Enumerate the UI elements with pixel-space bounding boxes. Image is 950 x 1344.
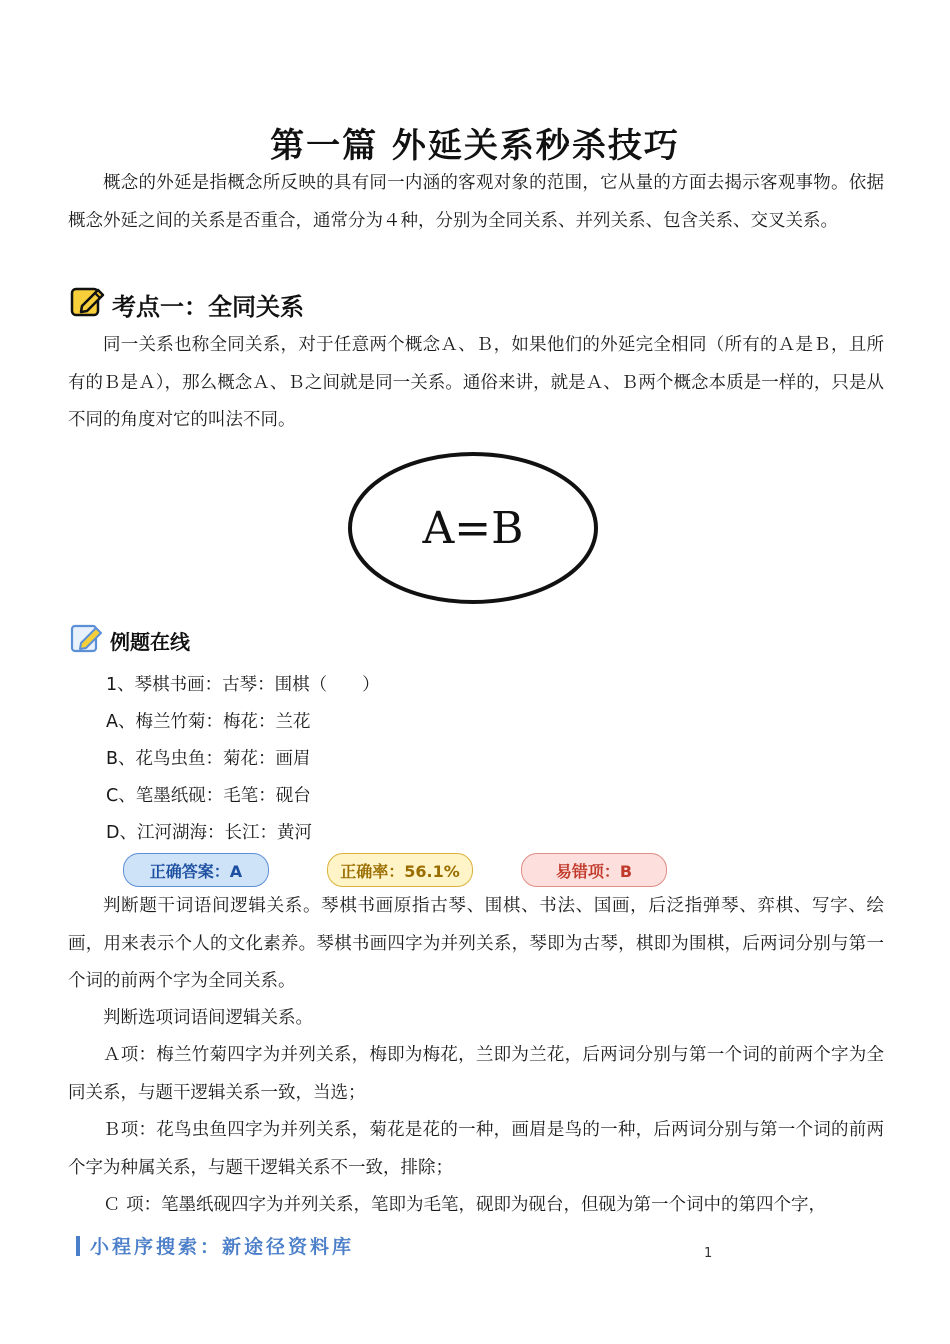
option-a: A、梅兰竹菊：梅花：兰花 bbox=[106, 712, 311, 732]
section1-paragraph: 同一关系也称全同关系，对于任意两个概念Ａ、Ｂ，如果他们的外延完全相同（所有的Ａ是Ｂ，且所有的Ｂ是Ａ），那么概念Ａ、Ｂ之间就是同一关系。通俗来讲，就是Ａ、Ｂ两个概念本质是一样的，只是从不同的角度对它的叫法不同。 bbox=[68, 335, 884, 430]
brand-bar-icon bbox=[76, 1236, 80, 1256]
correct-answer-badge: 正确答案：A bbox=[123, 853, 269, 887]
equivalence-diagram bbox=[346, 450, 600, 606]
edit-note-icon bbox=[70, 284, 106, 324]
page-title: 第一篇 外延关系秒杀技巧 bbox=[270, 126, 680, 166]
accuracy-rate-badge: 正确率：56.1% bbox=[327, 853, 473, 887]
footer-brand-text: 小程序搜索：新途径资料库 bbox=[90, 1236, 355, 1258]
question-stem: 1、琴棋书画：古琴：围棋（ ） bbox=[106, 675, 380, 695]
analysis-paragraph-3: Ａ项：梅兰竹菊四字为并列关系，梅即为梅花，兰即为兰花，后两词分别与第一个词的前两个字为全同关系，与题干逻辑关系一致，当选； bbox=[68, 1045, 884, 1103]
section-heading-2 bbox=[70, 622, 190, 659]
option-b: B、花鸟虫鱼：菊花：画眉 bbox=[106, 749, 311, 769]
footer-brand bbox=[76, 1232, 354, 1259]
common-error-badge: 易错项：B bbox=[521, 853, 667, 887]
intro-paragraph: 概念的外延是指概念所反映的具有同一内涵的客观对象的范围，它从量的方面去揭示客观事物。依据概念外延之间的关系是否重合，通常分为４种，分别为全同关系、并列关系、包含关系、交叉关系。 bbox=[68, 173, 884, 231]
section-heading-1 bbox=[70, 284, 304, 324]
analysis-paragraph-5: Ｃ 项：笔墨纸砚四字为并列关系，笔即为毛笔，砚即为砚台，但砚为第一个词中的第四个字， bbox=[103, 1195, 827, 1215]
pencil-note-icon bbox=[70, 622, 104, 659]
analysis-paragraph-1: 判断题干词语间逻辑关系。琴棋书画原指古琴、围棋、书法、国画，后泛指弹琴、弈棋、写字、绘画，用来表示个人的文化素养。琴棋书画四字为并列关系，琴即为古琴，棋即为围棋，后两词分别与第一个词的前两个字为全同关系。 bbox=[68, 896, 884, 991]
option-c: C、笔墨纸砚：毛笔：砚台 bbox=[106, 786, 311, 806]
page-number: 1 bbox=[704, 1246, 713, 1261]
option-d: D、江河湖海：长江：黄河 bbox=[106, 823, 312, 843]
section-heading-2-text: 例题在线 bbox=[110, 630, 190, 654]
analysis-paragraph-2: 判断选项词语间逻辑关系。 bbox=[103, 1008, 313, 1028]
section-heading-1-text: 考点一：全同关系 bbox=[112, 292, 304, 321]
analysis-paragraph-4: Ｂ项：花鸟虫鱼四字为并列关系，菊花是花的一种，画眉是鸟的一种，后两词分别与第一个词的前两个字为种属关系，与题干逻辑关系不一致，排除； bbox=[68, 1120, 884, 1178]
diagram-label: A=B bbox=[422, 502, 524, 554]
